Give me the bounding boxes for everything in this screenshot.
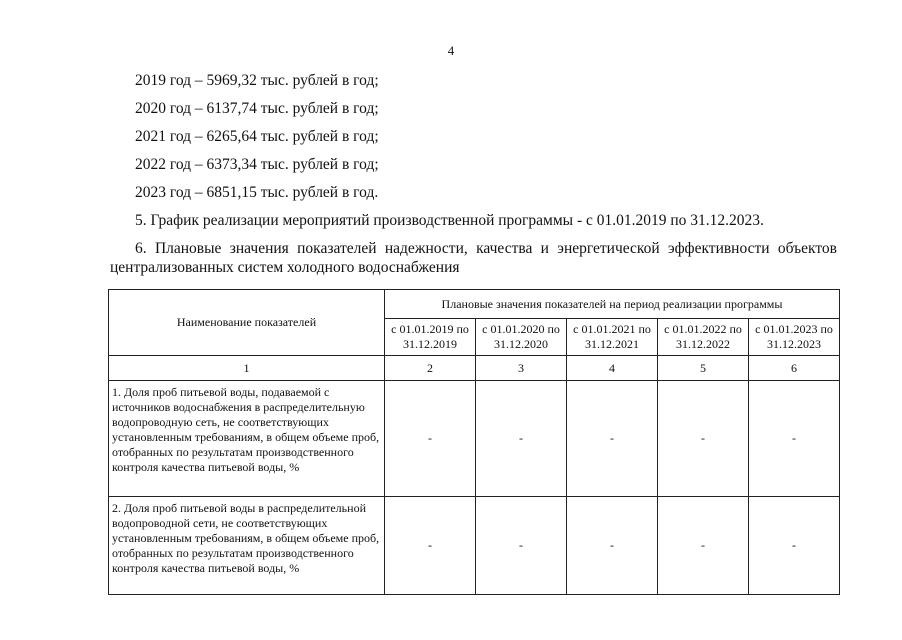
value-cell: - xyxy=(567,497,658,595)
period-header: с 01.01.2020 по 31.12.2020 xyxy=(476,319,567,356)
page-number: 4 xyxy=(447,43,455,58)
value-cell: - xyxy=(476,497,567,595)
value-cell: - xyxy=(658,497,749,595)
index-cell: 6 xyxy=(749,356,840,381)
budget-line-2021: 2021 год – 6265,64 тыс. рублей в год; xyxy=(135,128,379,145)
value-cell: - xyxy=(385,497,476,595)
index-row xyxy=(109,356,840,381)
value-cell: - xyxy=(749,497,840,595)
indicators-table xyxy=(108,289,840,595)
table-row xyxy=(109,381,840,497)
table-row xyxy=(109,497,840,595)
indicator-name: 1. Доля проб питьевой воды, подаваемой с источников водоснабжения в распределительную водопроводную сеть, не соответствующих установленным требованиям, в общем объеме проб, отобранных по результатам производственного контроля качества питьевой воды, % xyxy=(109,381,385,497)
index-cell: 4 xyxy=(567,356,658,381)
value-cell: - xyxy=(658,381,749,497)
value-cell: - xyxy=(385,381,476,497)
budget-line-2023: 2023 год – 6851,15 тыс. рублей в год. xyxy=(135,184,379,201)
indicators-paragraph: 6. Плановые значения показателей надежности, качества и энергетической эффективности объектов централизованных систем холодного водоснабжения xyxy=(110,240,837,276)
index-cell: 1 xyxy=(109,356,385,381)
budget-line-2020: 2020 год – 6137,74 тыс. рублей в год; xyxy=(135,100,379,117)
col-name-header: Наименование показателей xyxy=(109,290,385,356)
period-header: с 01.01.2022 по 31.12.2022 xyxy=(658,319,749,356)
budget-line-2022: 2022 год – 6373,34 тыс. рублей в год; xyxy=(135,156,379,173)
period-header: с 01.01.2019 по 31.12.2019 xyxy=(385,319,476,356)
schedule-paragraph: 5. График реализации мероприятий производственной программы - с 01.01.2019 по 31.12.2023. xyxy=(135,212,764,229)
index-cell: 5 xyxy=(658,356,749,381)
period-header: с 01.01.2021 по 31.12.2021 xyxy=(567,319,658,356)
index-cell: 2 xyxy=(385,356,476,381)
indicator-name: 2. Доля проб питьевой воды в распределительной водопроводной сети, не соответствующих установленным требованиям, в общем объеме проб, отобранных по результатам производственного контроля качества питьевой воды, % xyxy=(109,497,385,595)
period-header: с 01.01.2023 по 31.12.2023 xyxy=(749,319,840,356)
table-header-row xyxy=(109,290,840,319)
value-cell: - xyxy=(567,381,658,497)
value-cell: - xyxy=(476,381,567,497)
index-cell: 3 xyxy=(476,356,567,381)
budget-line-2019: 2019 год – 5969,32 тыс. рублей в год; xyxy=(135,72,379,89)
value-cell: - xyxy=(749,381,840,497)
group-header: Плановые значения показателей на период реализации программы xyxy=(385,290,840,319)
